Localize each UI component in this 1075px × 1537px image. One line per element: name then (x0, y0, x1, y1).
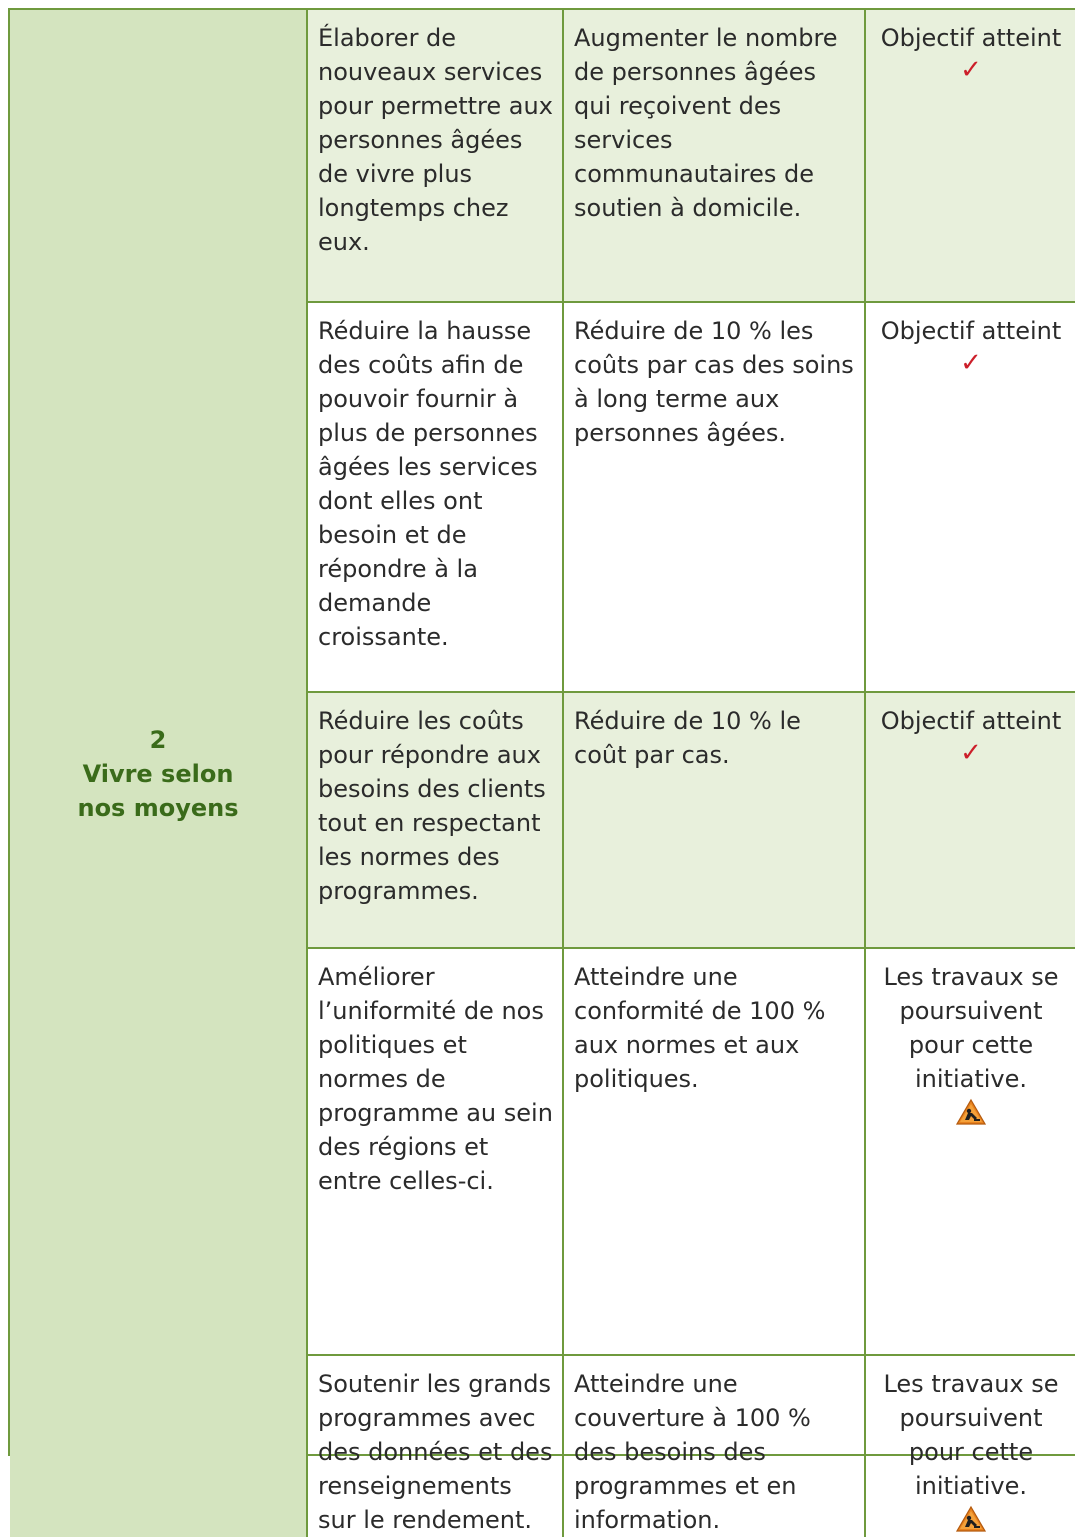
measure-cell: Réduire de 10 % le coût par cas. (564, 693, 866, 949)
status-text: Objectif atteint (880, 707, 1062, 735)
status-text: Objectif atteint (880, 317, 1062, 345)
results-table (8, 8, 1075, 1534)
goal-cell (10, 10, 308, 1537)
check-icon: ✓ (960, 55, 982, 85)
initiative-cell: Élaborer de nouveaux services pour permettre aux personnes âgées de vivre plus longtemps chez eux. (308, 10, 564, 303)
work-in-progress-icon (956, 1098, 986, 1126)
status-cell (866, 10, 1075, 303)
status-text: Objectif atteint (880, 24, 1062, 52)
check-icon: ✓ (960, 348, 982, 378)
status-cell (866, 303, 1075, 693)
goal-number: 2 (149, 725, 167, 754)
status-cell (866, 693, 1075, 949)
measure-cell: Augmenter le nombre de personnes âgées qui reçoivent des services communautaires de soutien à domicile. (564, 10, 866, 303)
status-text: Les travaux se poursuivent pour cette initiative. (883, 1370, 1059, 1500)
status-cell (866, 1356, 1075, 1537)
measure-cell: Réduire de 10 % les coûts par cas des soins à long terme aux personnes âgées. (564, 303, 866, 693)
initiative-cell: Réduire les coûts pour répondre aux besoins des clients tout en respectant les normes des programmes. (308, 693, 564, 949)
initiative-cell: Améliorer l’uniformité de nos politiques et normes de programme au sein des régions et entre celles-ci. (308, 949, 564, 1356)
measure-cell: Atteindre une conformité de 100 % aux normes et aux politiques. (564, 949, 866, 1356)
initiative-cell: Soutenir les grands programmes avec des données et des renseignements sur le rendement. (308, 1356, 564, 1537)
measure-cell: Atteindre une couverture à 100 % des besoins des programmes et en information. (564, 1356, 866, 1537)
status-cell (866, 949, 1075, 1356)
initiative-cell: Réduire la hausse des coûts afin de pouvoir fournir à plus de personnes âgées les services dont elles ont besoin et de répondre à la demande croissante. (308, 303, 564, 693)
status-text: Les travaux se poursuivent pour cette initiative. (883, 963, 1059, 1093)
goal-name: Vivre selon nos moyens (77, 759, 239, 822)
work-in-progress-icon (956, 1505, 986, 1533)
check-icon: ✓ (960, 738, 982, 768)
